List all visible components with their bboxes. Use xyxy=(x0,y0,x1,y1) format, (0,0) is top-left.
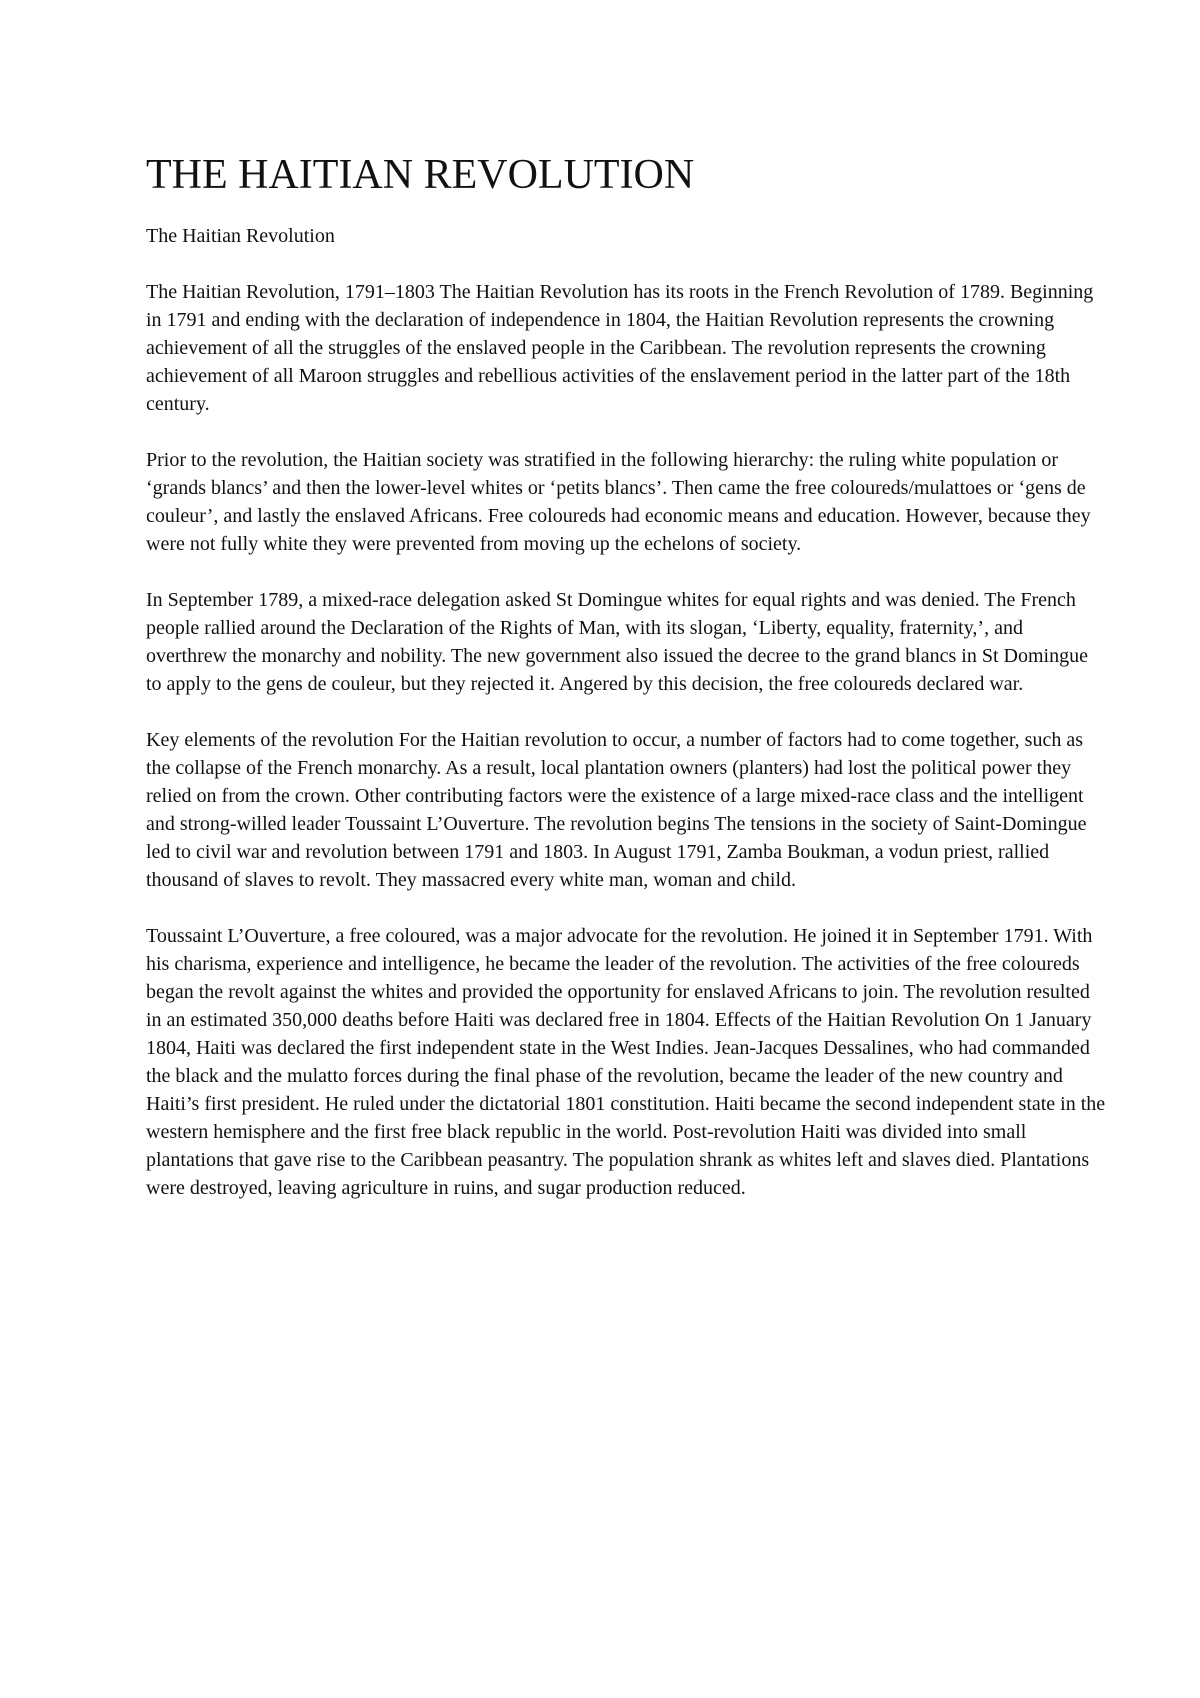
paragraph-toussaint: Toussaint L’Ouverture, a free coloured, was a major advocate for the revolution. He joined it in September 1791. With his charisma, experience and intelligence, he became the leader of the revolution. The activities of the free coloureds began the revolt against the whites and provided the opportunity for enslaved Africans to join. The revolution resulted in an estimated 350,000 deaths before Haiti was declared free in 1804. Effects of the Haitian Revolution On 1 January 1804, Haiti was declared the first independent state in the West Indies. Jean-Jacques Dessalines, who had commanded the black and the mulatto forces during the final phase of the revolution, became the leader of the new country and Haiti’s first president. He ruled under the dictatorial 1801 constitution. Haiti became the second independent state in the western hemisphere and the first free black republic in the world. Post-revolution Haiti was divided into small plantations that gave rise to the Caribbean peasantry. The population shrank as whites left and slaves died. Plantations were destroyed, leaving agriculture in ruins, and sugar production reduced. xyxy=(146,925,1106,1199)
paragraph-hierarchy: Prior to the revolution, the Haitian society was stratified in the following hierarchy: the ruling white population or ‘grands blancs’ and then the lower-level whites or ‘petits blancs’. Then came the free coloureds/mulattoes or ‘gens de couleur’, and lastly the enslaved Africans. Free coloureds had economic means and education. However, because they were not fully white they were prevented from moving up the echelons of society. xyxy=(146,449,1091,555)
paragraph-key-elements: Key elements of the revolution For the Haitian revolution to occur, a number of factors had to come together, such as the collapse of the French monarchy. As a result, local plantation owners (planters) had lost the political power they relied on from the crown. Other contributing factors were the existence of a large mixed-race class and the intelligent and strong-willed leader Toussaint L’Ouverture. The revolution begins The tensions in the society of Saint-Domingue led to civil war and revolution between 1791 and 1803. In August 1791, Zamba Boukman, a vodun priest, rallied thousand of slaves to revolt. They massacred every white man, woman and child. xyxy=(146,729,1087,891)
paragraph-roots: The Haitian Revolution, 1791–1803 The Haitian Revolution has its roots in the French Revolution of 1789. Beginning in 1791 and ending with the declaration of independence in 1804, the Haitian Revolution represents the crowning achievement of all the struggles of the enslaved people in the Caribbean. The revolution represents the crowning achievement of all Maroon struggles and rebellious activities of the enslavement period in the latter part of the 18th century. xyxy=(146,281,1094,415)
document-content xyxy=(146,148,1106,1202)
document-title: THE HAITIAN REVOLUTION xyxy=(146,152,695,198)
paragraph-delegation: In September 1789, a mixed-race delegation asked St Domingue whites for equal rights and was denied. The French people rallied around the Declaration of the Rights of Man, with its slogan, ‘Liberty, equality, fraternity,’, and overthrew the monarchy and nobility. The new government also issued the decree to the grand blancs in St Domingue to apply to the gens de couleur, but they rejected it. Angered by this decision, the free coloureds declared war. xyxy=(146,589,1088,695)
document-subtitle: The Haitian Revolution xyxy=(146,225,335,247)
